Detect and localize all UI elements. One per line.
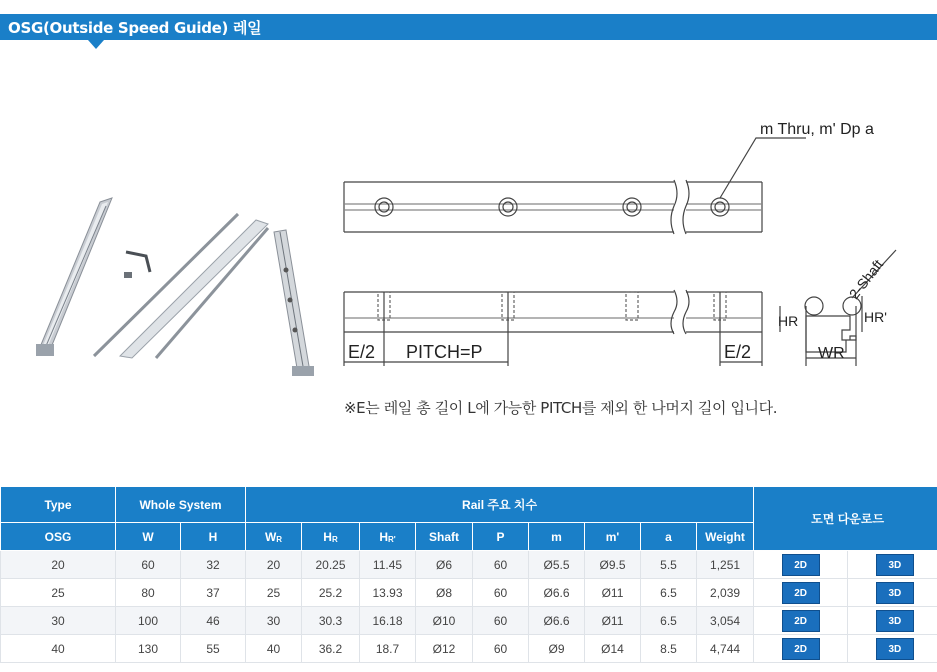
download-3d-button[interactable]: 3D	[876, 554, 914, 576]
table-row	[1, 579, 937, 607]
cell-w: 80	[116, 579, 181, 607]
cell-w: 60	[116, 551, 181, 579]
cell-h: 46	[181, 607, 246, 635]
length-note: ※E는 레일 총 길이 L에 가능한 PITCH를 제외 한 나머지 길이 입니다.	[344, 399, 778, 417]
table-row	[1, 607, 937, 635]
cell-wr: 20	[246, 551, 302, 579]
pitch-label: PITCH=P	[406, 342, 483, 362]
th-weight: Weight	[697, 523, 754, 551]
cell-weight: 4,744	[697, 635, 754, 663]
rail-photo-right	[274, 230, 314, 376]
cell-3d	[848, 607, 937, 635]
cell-shaft: Ø10	[416, 607, 473, 635]
th-hr: HR	[302, 523, 360, 551]
th-m: m	[529, 523, 585, 551]
cell-m: Ø6.6	[529, 607, 585, 635]
cell-hr2: 18.7	[360, 635, 416, 663]
cell-m: Ø6.6	[529, 579, 585, 607]
cell-hr: 30.3	[302, 607, 360, 635]
table-row	[1, 635, 937, 663]
cell-h: 37	[181, 579, 246, 607]
section-title: OSG(Outside Speed Guide) 레일	[8, 19, 262, 37]
th-wr: WR	[246, 523, 302, 551]
th-h: H	[181, 523, 246, 551]
cell-hr: 36.2	[302, 635, 360, 663]
cell-hr2: 13.93	[360, 579, 416, 607]
th-hr2: HR'	[360, 523, 416, 551]
cell-2d	[754, 607, 848, 635]
cell-osg: 40	[1, 635, 116, 663]
cell-2d	[754, 635, 848, 663]
cell-hr: 20.25	[302, 551, 360, 579]
download-2d-button[interactable]: 2D	[782, 638, 820, 660]
cell-weight: 3,054	[697, 607, 754, 635]
cell-hr: 25.2	[302, 579, 360, 607]
cell-wr: 30	[246, 607, 302, 635]
cell-h: 55	[181, 635, 246, 663]
cell-p: 60	[473, 579, 529, 607]
th-w: W	[116, 523, 181, 551]
cell-osg: 30	[1, 607, 116, 635]
download-3d-button[interactable]: 3D	[876, 638, 914, 660]
cell-wr: 25	[246, 579, 302, 607]
cell-h: 32	[181, 551, 246, 579]
cell-w: 100	[116, 607, 181, 635]
title-notch	[88, 40, 104, 49]
cell-shaft: Ø12	[416, 635, 473, 663]
th-download: 도면 다운로드	[754, 487, 937, 551]
cell-3d	[848, 579, 937, 607]
cell-a: 6.5	[641, 607, 697, 635]
technical-drawing	[336, 110, 916, 380]
hex-key-photo	[124, 252, 150, 278]
cell-m: Ø9	[529, 635, 585, 663]
shaft-photo	[94, 214, 268, 358]
product-photo	[28, 180, 328, 380]
cell-3d	[848, 551, 937, 579]
download-3d-button[interactable]: 3D	[876, 582, 914, 604]
download-3d-button[interactable]: 3D	[876, 610, 914, 632]
th-type: Type	[1, 487, 116, 523]
cell-shaft: Ø8	[416, 579, 473, 607]
cell-p: 60	[473, 635, 529, 663]
cell-2d	[754, 579, 848, 607]
shaft-label: 2-Shaft	[845, 256, 887, 302]
cell-a: 6.5	[641, 579, 697, 607]
download-2d-button[interactable]: 2D	[782, 554, 820, 576]
cell-weight: 1,251	[697, 551, 754, 579]
th-shaft: Shaft	[416, 523, 473, 551]
download-2d-button[interactable]: 2D	[782, 610, 820, 632]
hole-label: m Thru, m' Dp a	[760, 121, 874, 138]
th-m2: m'	[585, 523, 641, 551]
hr-prime-label: HR'	[864, 309, 887, 325]
cell-3d	[848, 635, 937, 663]
e-half-right-label: E/2	[724, 342, 752, 362]
cell-2d	[754, 551, 848, 579]
section-title-bar	[0, 14, 937, 40]
cell-p: 60	[473, 551, 529, 579]
th-rail-dims: Rail 주요 치수	[246, 487, 754, 523]
cell-p: 60	[473, 607, 529, 635]
cell-hr2: 11.45	[360, 551, 416, 579]
cell-a: 5.5	[641, 551, 697, 579]
cell-m2: Ø9.5	[585, 551, 641, 579]
e-half-left-label: E/2	[348, 342, 376, 362]
cell-weight: 2,039	[697, 579, 754, 607]
th-p: P	[473, 523, 529, 551]
hr-label: HR	[778, 313, 799, 329]
cell-m: Ø5.5	[529, 551, 585, 579]
th-a: a	[641, 523, 697, 551]
cell-osg: 25	[1, 579, 116, 607]
wr-label: WR	[818, 345, 845, 362]
cell-hr2: 16.18	[360, 607, 416, 635]
rail-photo-left	[36, 198, 112, 356]
table-row	[1, 551, 937, 579]
cell-m2: Ø11	[585, 607, 641, 635]
cell-shaft: Ø6	[416, 551, 473, 579]
th-whole-system: Whole System	[116, 487, 246, 523]
cell-a: 8.5	[641, 635, 697, 663]
cell-m2: Ø14	[585, 635, 641, 663]
cell-w: 130	[116, 635, 181, 663]
rail-top-view	[344, 138, 806, 234]
spec-table	[0, 486, 937, 663]
th-osg: OSG	[1, 523, 116, 551]
download-2d-button[interactable]: 2D	[782, 582, 820, 604]
cell-osg: 20	[1, 551, 116, 579]
cell-m2: Ø11	[585, 579, 641, 607]
cell-wr: 40	[246, 635, 302, 663]
